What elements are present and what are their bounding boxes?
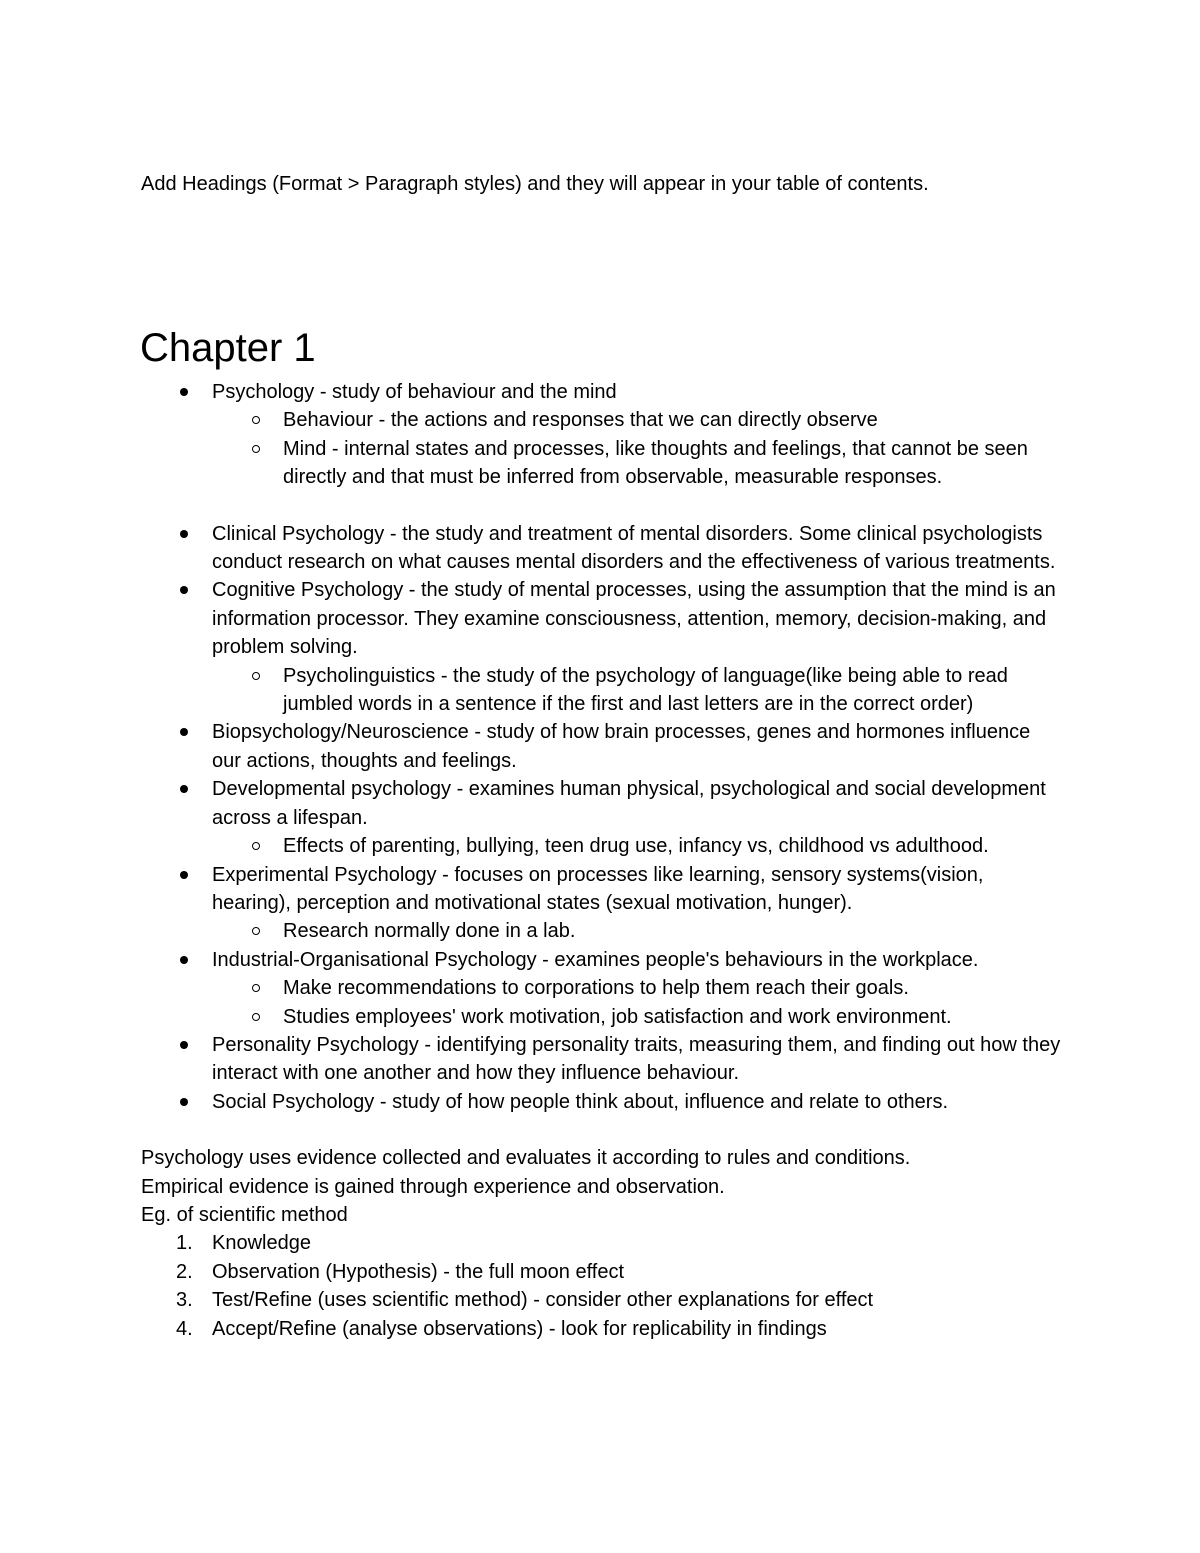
sub-list-item [283, 662, 1061, 719]
sub-list [212, 974, 1061, 1031]
filled-bullet-icon [180, 728, 188, 736]
list-item-text: Experimental Psychology - focuses on processes like learning, sensory systems(vision, hearing), perception and motivational states (sexual motivation, hunger). [212, 863, 984, 914]
numbered-item-text: Observation (Hypothesis) - the full moon effect [212, 1260, 625, 1283]
filled-bullet-icon [180, 586, 188, 594]
blank-line [141, 1116, 1061, 1144]
sub-list [212, 662, 1061, 719]
list-item [212, 718, 1061, 775]
list-item [212, 775, 1061, 860]
toc-placeholder-note: Add Headings (Format > Paragraph styles) and they will appear in your table of contents. [141, 173, 929, 195]
list-item [212, 1031, 1061, 1088]
list-item-text: Psychology - study of behaviour and the mind [212, 381, 617, 403]
item-number: 3. [176, 1289, 193, 1312]
hollow-bullet-icon [252, 1013, 260, 1021]
filled-bullet-icon [180, 1041, 188, 1049]
numbered-item [176, 1258, 1061, 1286]
paragraph: Psychology uses evidence collected and evaluates it according to rules and conditions. [141, 1147, 911, 1170]
filled-bullet-icon [180, 956, 188, 964]
blank-line [212, 492, 1061, 520]
list-item [212, 378, 1061, 520]
hollow-bullet-icon [252, 984, 260, 992]
numbered-item [176, 1286, 1061, 1314]
sub-list-item [283, 435, 1061, 492]
sub-list-item [283, 832, 1061, 860]
sub-list-item-text: Behaviour - the actions and responses that we can directly observe [283, 409, 878, 432]
filled-bullet-icon [180, 871, 188, 879]
topic-list [141, 378, 1061, 1116]
hollow-bullet-icon [252, 842, 260, 850]
hollow-bullet-icon [252, 927, 260, 935]
document-body [141, 378, 1061, 1343]
hollow-bullet-icon [252, 445, 260, 453]
sub-list-item-text: Mind - internal states and processes, like thoughts and feelings, that cannot be seen directly and that must be inferred from observable, measurable responses. [283, 437, 1028, 489]
chapter-heading: Chapter 1 [140, 326, 316, 370]
sub-list-item [283, 917, 1061, 945]
hollow-bullet-icon [252, 416, 260, 424]
sub-list-item [283, 1003, 1061, 1031]
sub-list [212, 832, 1061, 860]
numbered-item-text: Accept/Refine (analyse observations) - look for replicability in findings [212, 1317, 827, 1340]
filled-bullet-icon [180, 388, 188, 396]
list-item-text: Cognitive Psychology - the study of mental processes, using the assumption that the mind is an information processor. They examine consciousness, attention, memory, decision-making, and problem solving. [212, 579, 1056, 659]
sub-list-item-text: Make recommendations to corporations to help them reach their goals. [283, 977, 909, 1000]
sub-list-item-text: Research normally done in a lab. [283, 920, 576, 943]
paragraph: Eg. of scientific method [141, 1203, 348, 1226]
hollow-bullet-icon [252, 672, 260, 680]
sub-list-item [283, 974, 1061, 1002]
list-item-text: Social Psychology - study of how people think about, influence and relate to others. [212, 1090, 949, 1113]
filled-bullet-icon [180, 530, 188, 538]
item-number: 4. [176, 1317, 193, 1340]
numbered-item [176, 1229, 1061, 1257]
numbered-item [176, 1315, 1061, 1343]
item-number: 2. [176, 1260, 193, 1283]
filled-bullet-icon [180, 1098, 188, 1106]
list-item-text: Biopsychology/Neuroscience - study of how brain processes, genes and hormones influence our actions, thoughts and feelings. [212, 721, 1031, 772]
sub-list-item-text: Effects of parenting, bullying, teen drug use, infancy vs, childhood vs adulthood. [283, 835, 989, 858]
list-item-text: Developmental psychology - examines human physical, psychological and social development across a lifespan. [212, 778, 1046, 829]
item-number: 1. [176, 1232, 193, 1255]
sub-list-item [283, 406, 1061, 434]
list-item [212, 1088, 1061, 1116]
filled-bullet-icon [180, 785, 188, 793]
list-item [212, 861, 1061, 946]
scientific-method-steps [141, 1229, 1061, 1343]
sub-list-item-text: Studies employees' work motivation, job satisfaction and work environment. [283, 1005, 952, 1028]
numbered-item-text: Test/Refine (uses scientific method) - consider other explanations for effect [212, 1289, 874, 1312]
sub-list-item-text: Psycholinguistics - the study of the psychology of language(like being able to read jumbled words in a sentence if the first and last letters are in the correct order) [283, 664, 1008, 716]
sub-list [212, 406, 1061, 491]
paragraph: Empirical evidence is gained through experience and observation. [141, 1175, 725, 1198]
list-item-text: Industrial-Organisational Psychology - examines people's behaviours in the workplace. [212, 948, 979, 971]
list-item [212, 946, 1061, 1031]
numbered-item-text: Knowledge [212, 1232, 311, 1255]
list-item-text: Clinical Psychology - the study and treatment of mental disorders. Some clinical psychologists conduct research on what causes mental disorders and the effectiveness of various treatments. [212, 522, 1056, 574]
list-item [212, 576, 1061, 718]
sub-list [212, 917, 1061, 945]
list-item-text: Personality Psychology - identifying personality traits, measuring them, and finding out how they interact with one another and how they influence behaviour. [212, 1033, 1061, 1085]
list-item [212, 520, 1061, 577]
